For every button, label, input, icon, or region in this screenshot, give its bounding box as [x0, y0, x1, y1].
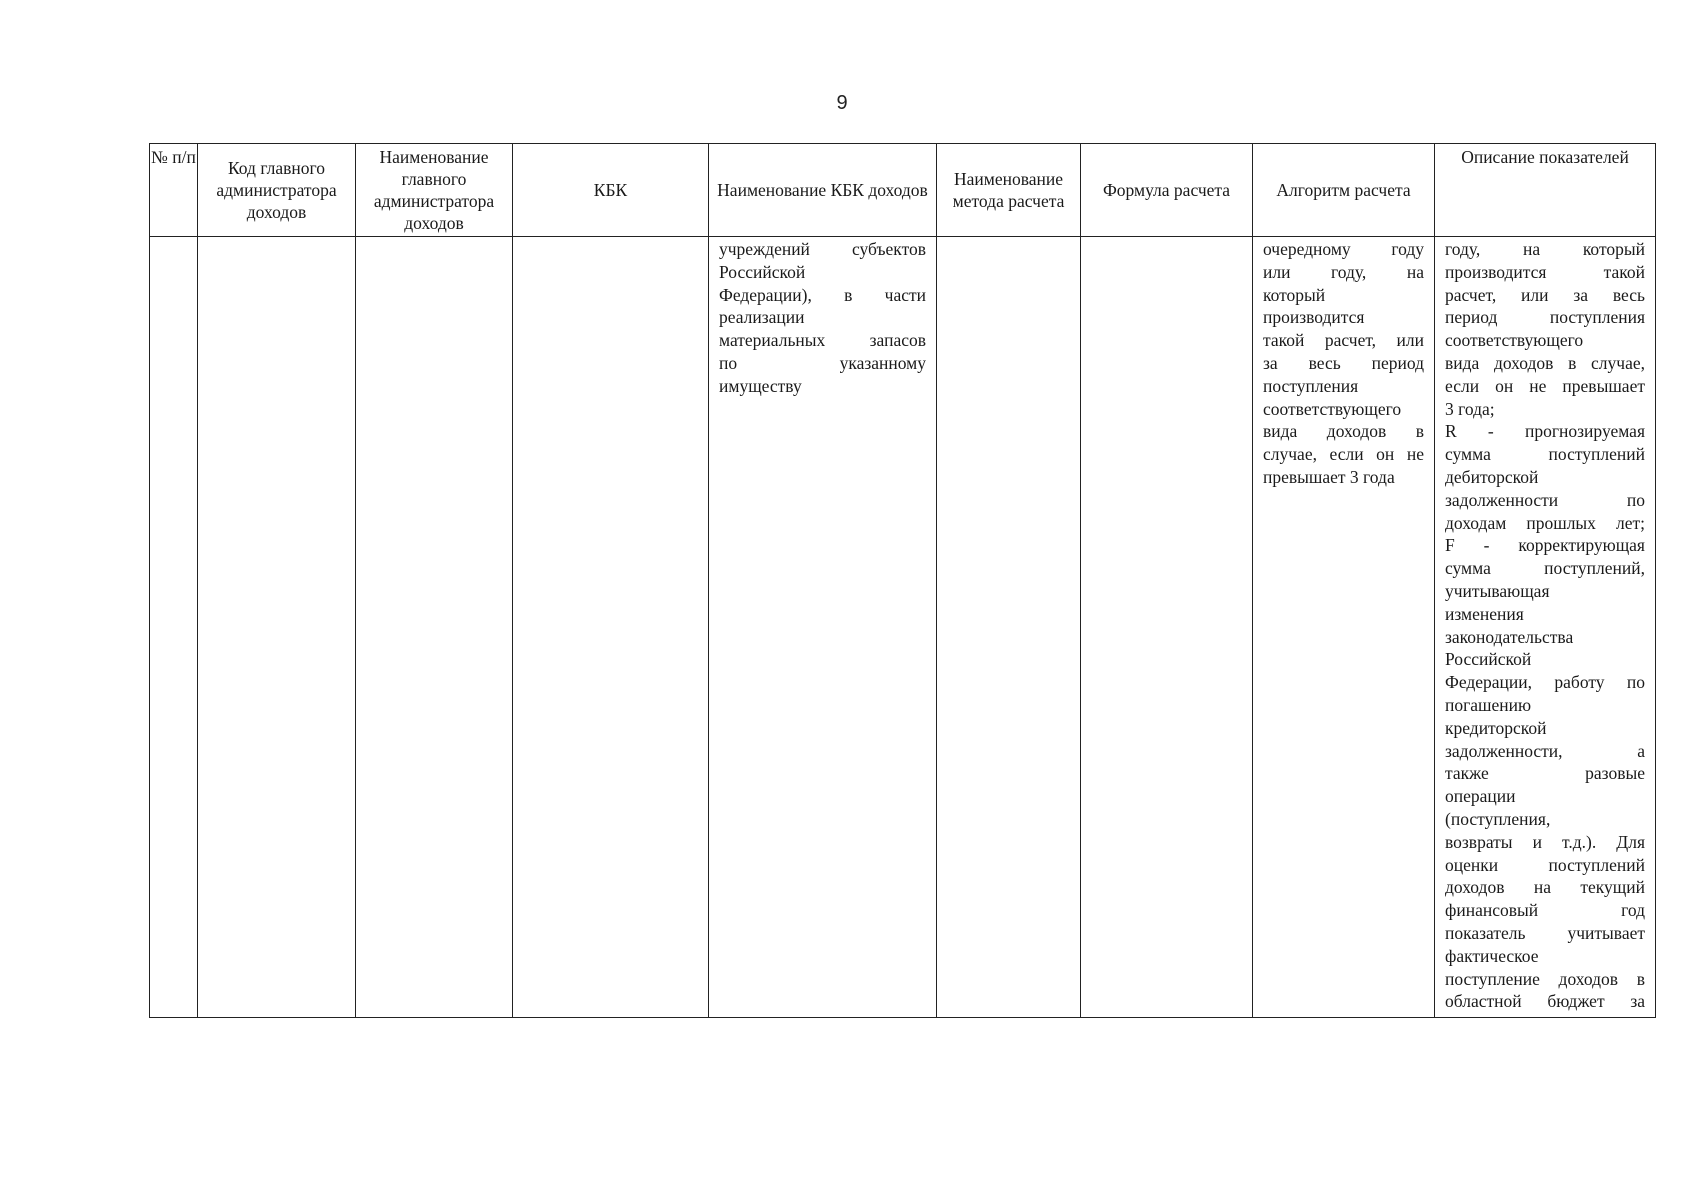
header-admin-name: Наименование главного администратора доходов [356, 144, 513, 237]
kbk-name-text [709, 238, 936, 398]
cell-kbk [513, 237, 709, 1018]
header-admin-code: Код главного администратора доходов [198, 144, 356, 237]
table-header-row [150, 144, 1656, 237]
text-line: фактическое [1445, 945, 1539, 966]
text-line: возвраты и т.д.). Для [1445, 831, 1645, 852]
text-line: сумма поступлений [1445, 444, 1645, 465]
text-line: соответствующего [1445, 330, 1584, 351]
text-line: доходам прошлых лет; [1445, 512, 1645, 533]
text-line: реализации [719, 307, 805, 328]
text-line: учреждений субъектов [719, 239, 926, 259]
table-row [150, 237, 1656, 1018]
text-line: финансовый год [1445, 900, 1645, 921]
cell-algorithm [1253, 237, 1435, 1018]
text-line: поступления [1263, 375, 1359, 396]
text-line: или году, на [1263, 261, 1424, 282]
text-line: соответствующего [1263, 398, 1402, 419]
text-line: за весь период [1263, 352, 1424, 373]
cell-kbk-name [709, 237, 937, 1018]
text-line: такой расчет, или [1263, 330, 1424, 351]
text-line: доходов на текущий [1445, 877, 1645, 898]
text-line: очередному году [1263, 239, 1424, 259]
text-line: кредиторской [1445, 717, 1547, 738]
text-line: Российской [1445, 649, 1532, 670]
text-line: изменения [1445, 603, 1524, 624]
text-line: задолженности, а [1445, 740, 1645, 761]
description-text [1435, 238, 1655, 1013]
text-line: погашению [1445, 694, 1532, 715]
text-line: вида доходов в случае, [1445, 352, 1645, 373]
revenue-methodology-table [149, 143, 1656, 1018]
cell-admin-name [356, 237, 513, 1018]
text-line: случае, если он не [1263, 444, 1424, 465]
cell-num [150, 237, 198, 1018]
page-number: 9 [836, 92, 848, 114]
text-line: оценки поступлений [1445, 854, 1645, 875]
text-line: расчет, или за весь [1445, 284, 1645, 305]
header-kbk: КБК [513, 144, 709, 237]
text-line: (поступления, [1445, 808, 1551, 829]
text-line: если он не превышает [1445, 375, 1645, 396]
header-kbk-name: Наименование КБК доходов [709, 144, 937, 237]
text-line: производится [1263, 307, 1365, 328]
text-line: по указанному [719, 352, 926, 373]
text-line: областной бюджет за [1445, 991, 1645, 1012]
cell-formula [1081, 237, 1253, 1018]
text-line: законодательства [1445, 626, 1574, 647]
text-line: операции [1445, 786, 1516, 807]
text-line: также разовые [1445, 763, 1645, 784]
text-line: дебиторской [1445, 466, 1539, 487]
text-line: показатель учитывает [1445, 922, 1645, 943]
text-line: Федерации), в части [719, 284, 926, 305]
text-line: F - корректирующая [1445, 535, 1645, 556]
header-method-name: Наименование метода расчета [937, 144, 1081, 237]
text-line: 3 года; [1445, 398, 1495, 419]
text-line: период поступления [1445, 307, 1645, 328]
text-line: производится такой [1445, 261, 1645, 282]
cell-admin-code [198, 237, 356, 1018]
text-line: году, на который [1445, 239, 1645, 259]
cell-description [1435, 237, 1656, 1018]
text-line: имуществу [719, 375, 802, 396]
cell-method-name [937, 237, 1081, 1018]
algorithm-text [1253, 238, 1434, 489]
header-algorithm: Алгоритм расчета [1253, 144, 1435, 237]
header-description: Описание показателей [1435, 144, 1656, 237]
text-line: сумма поступлений, [1445, 558, 1645, 579]
text-line: учитывающая [1445, 580, 1550, 601]
header-formula: Формула расчета [1081, 144, 1253, 237]
text-line: превышает 3 года [1263, 466, 1395, 487]
text-line: материальных запасов [719, 330, 926, 351]
text-line: вида доходов в [1263, 421, 1424, 442]
header-num: № п/п [150, 144, 198, 237]
text-line: который [1263, 284, 1326, 305]
text-line: задолженности по [1445, 489, 1645, 510]
text-line: R - прогнозируемая [1445, 421, 1645, 442]
text-line: поступление доходов в [1445, 968, 1645, 989]
text-line: Российской [719, 261, 806, 282]
text-line: Федерации, работу по [1445, 672, 1645, 693]
